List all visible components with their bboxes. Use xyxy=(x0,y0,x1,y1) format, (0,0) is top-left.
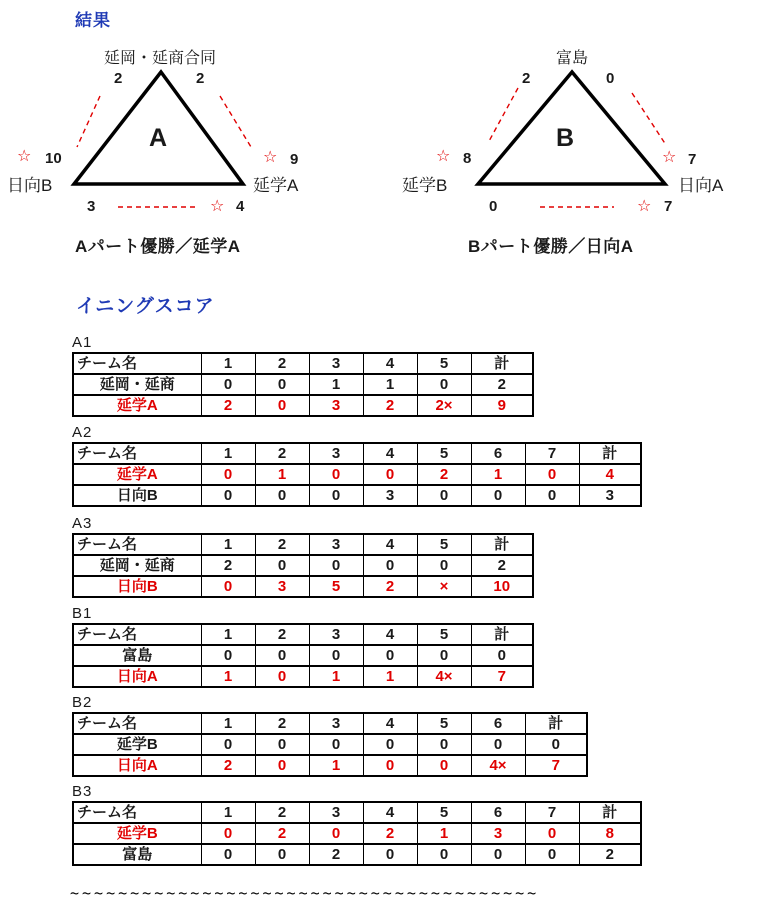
inning-header-cell: 2 xyxy=(255,443,309,464)
total-score-cell: 7 xyxy=(471,666,533,687)
inning-header-cell: 1 xyxy=(201,624,255,645)
inning-header-cell: 1 xyxy=(201,802,255,823)
winner-star-icon: ☆ xyxy=(263,149,278,166)
inning-header-cell: 6 xyxy=(471,802,525,823)
inning-score-cell: 2 xyxy=(363,823,417,844)
team-name-header-cell: チーム名 xyxy=(73,802,201,823)
team-name-cell: 延学B xyxy=(73,734,201,755)
inning-score-cell: 0 xyxy=(255,645,309,666)
total-score-cell: 8 xyxy=(579,823,641,844)
inning-score-cell: 0 xyxy=(255,666,309,687)
inning-header-cell: 3 xyxy=(309,534,363,555)
inning-score-cell: 0 xyxy=(363,555,417,576)
inning-score-cell: 1 xyxy=(309,374,363,395)
inning-header-cell: 2 xyxy=(255,624,309,645)
total-header-cell: 計 xyxy=(579,802,641,823)
inning-score-cell: 0 xyxy=(471,485,525,506)
team-name-cell: 日向B xyxy=(73,485,201,506)
score-table-block-a2 xyxy=(72,425,642,507)
inning-header-cell: 7 xyxy=(525,802,579,823)
table-header-row xyxy=(73,534,533,555)
team-score-row xyxy=(73,645,533,666)
inning-score-cell: 0 xyxy=(525,844,579,865)
inning-score-cell: 0 xyxy=(201,464,255,485)
table-header-row xyxy=(73,713,587,734)
inning-score-cell: 0 xyxy=(201,844,255,865)
inning-score-cell: 0 xyxy=(417,755,471,776)
team-name-cell: 富島 xyxy=(73,844,201,865)
score-table xyxy=(72,352,534,417)
inning-score-cell: 0 xyxy=(309,485,363,506)
inning-header-cell: 4 xyxy=(363,353,417,374)
team-score-row xyxy=(73,576,533,597)
dashed-line-a-right xyxy=(220,96,251,147)
tilde-divider: ~~~~~~~~~~~~~~~~~~~~~~~~~~~~~~~~~~~~~~~ xyxy=(70,884,540,902)
bracket-a-topleft-score: 2 xyxy=(114,70,123,87)
inning-score-cell: 0 xyxy=(255,844,309,865)
bracket-a-bottomright-score: 4 xyxy=(236,198,245,215)
inning-header-cell: 3 xyxy=(309,802,363,823)
total-score-cell: 10 xyxy=(471,576,533,597)
score-table-block-a1 xyxy=(72,335,534,417)
table-label: B2 xyxy=(72,694,93,711)
team-score-row xyxy=(73,374,533,395)
inning-score-cell: 4× xyxy=(471,755,525,776)
bracket-b-winner-caption: Bパート優勝／日向A xyxy=(468,237,634,256)
inning-header-cell: 3 xyxy=(309,624,363,645)
total-score-cell: 9 xyxy=(471,395,533,416)
inning-score-cell: 0 xyxy=(417,485,471,506)
score-table xyxy=(72,533,534,598)
dashed-line-a-left xyxy=(77,96,100,147)
inning-score-cell: 2× xyxy=(417,395,471,416)
bracket-b-top-team: 富島 xyxy=(555,50,588,67)
score-table xyxy=(72,712,588,777)
score-table-block-b1 xyxy=(72,606,534,688)
inning-score-cell: 0 xyxy=(417,374,471,395)
inning-score-cell: 0 xyxy=(201,823,255,844)
team-name-cell: 日向A xyxy=(73,666,201,687)
team-score-row xyxy=(73,734,587,755)
inning-header-cell: 4 xyxy=(363,713,417,734)
bracket-b-topright-score: 0 xyxy=(606,70,615,87)
inning-header-cell: 3 xyxy=(309,713,363,734)
inning-score-cell: 0 xyxy=(417,844,471,865)
inning-header-cell: 5 xyxy=(417,443,471,464)
winner-star-icon: ☆ xyxy=(637,198,652,215)
inning-score-cell: 0 xyxy=(363,844,417,865)
team-score-row xyxy=(73,755,587,776)
score-table-block-a3 xyxy=(72,516,534,598)
inning-score-cell: 2 xyxy=(417,464,471,485)
inning-score-cell: 0 xyxy=(201,485,255,506)
team-score-row xyxy=(73,395,533,416)
total-score-cell: 4 xyxy=(579,464,641,485)
inning-score-cell: 2 xyxy=(363,576,417,597)
bracket-b-right-score: 7 xyxy=(688,151,697,168)
team-name-header-cell: チーム名 xyxy=(73,624,201,645)
inning-score-cell: 1 xyxy=(417,823,471,844)
bracket-b-bottomleft-score: 0 xyxy=(489,198,498,215)
inning-score-cell: 1 xyxy=(363,666,417,687)
table-header-row xyxy=(73,353,533,374)
winner-star-icon: ☆ xyxy=(662,149,677,166)
team-name-header-cell: チーム名 xyxy=(73,713,201,734)
table-header-row xyxy=(73,443,641,464)
inning-score-cell: 0 xyxy=(201,576,255,597)
inning-score-cell: 0 xyxy=(471,844,525,865)
dashed-line-b-right xyxy=(632,93,666,145)
inning-score-cell: × xyxy=(417,576,471,597)
inning-score-cell: 0 xyxy=(255,555,309,576)
bracket-diagram-svg xyxy=(0,0,784,265)
inning-score-cell: 2 xyxy=(201,755,255,776)
team-name-header-cell: チーム名 xyxy=(73,534,201,555)
inning-score-cell: 1 xyxy=(363,374,417,395)
inning-score-cell: 0 xyxy=(309,464,363,485)
bracket-b-right-team: 日向A xyxy=(678,176,724,195)
inning-score-cell: 0 xyxy=(309,555,363,576)
score-table-block-b3 xyxy=(72,784,642,866)
inning-score-cell: 0 xyxy=(363,464,417,485)
inning-header-cell: 5 xyxy=(417,624,471,645)
inning-score-cell: 2 xyxy=(255,823,309,844)
inning-score-cell: 0 xyxy=(417,734,471,755)
inning-header-cell: 5 xyxy=(417,353,471,374)
inning-score-cell: 0 xyxy=(201,645,255,666)
inning-header-cell: 3 xyxy=(309,443,363,464)
team-score-row xyxy=(73,666,533,687)
table-label: A1 xyxy=(72,334,93,351)
inning-score-cell: 3 xyxy=(471,823,525,844)
table-header-row xyxy=(73,802,641,823)
inning-header-cell: 1 xyxy=(201,713,255,734)
bracket-b-topleft-score: 2 xyxy=(522,70,531,87)
team-name-header-cell: チーム名 xyxy=(73,443,201,464)
total-header-cell: 計 xyxy=(471,353,533,374)
winner-star-icon: ☆ xyxy=(210,198,225,215)
team-score-row xyxy=(73,823,641,844)
bracket-a-top-team: 延岡・延商合同 xyxy=(103,50,216,67)
bracket-b-bottomright-score: 7 xyxy=(664,198,673,215)
total-header-cell: 計 xyxy=(471,534,533,555)
inning-score-cell: 0 xyxy=(255,374,309,395)
bracket-a-bottomleft-score: 3 xyxy=(87,198,96,215)
inning-score-cell: 0 xyxy=(525,485,579,506)
table-label: A2 xyxy=(72,424,93,441)
team-score-row xyxy=(73,844,641,865)
inning-header-cell: 1 xyxy=(201,534,255,555)
inning-score-heading: イニングスコア xyxy=(76,296,215,317)
table-label: B3 xyxy=(72,783,93,800)
inning-score-cell: 2 xyxy=(363,395,417,416)
table-header-row xyxy=(73,624,533,645)
inning-header-cell: 7 xyxy=(525,443,579,464)
inning-score-cell: 3 xyxy=(363,485,417,506)
bracket-a-right-score: 9 xyxy=(290,151,299,168)
team-name-cell: 延岡・延商 xyxy=(73,374,201,395)
inning-score-cell: 0 xyxy=(255,485,309,506)
team-score-row xyxy=(73,464,641,485)
inning-score-cell: 0 xyxy=(363,734,417,755)
table-label: A3 xyxy=(72,515,93,532)
total-score-cell: 2 xyxy=(471,555,533,576)
inning-score-cell: 2 xyxy=(201,555,255,576)
inning-score-cell: 1 xyxy=(309,666,363,687)
dashed-line-b-left xyxy=(488,88,518,143)
team-score-row xyxy=(73,555,533,576)
bracket-b-left-team: 延学B xyxy=(402,176,448,195)
team-name-cell: 延学B xyxy=(73,823,201,844)
inning-header-cell: 1 xyxy=(201,353,255,374)
bracket-a-letter: A xyxy=(149,124,168,152)
inning-score-cell: 0 xyxy=(201,374,255,395)
bracket-a-topright-score: 2 xyxy=(196,70,205,87)
total-score-cell: 3 xyxy=(579,485,641,506)
inning-score-cell: 0 xyxy=(363,755,417,776)
team-name-header-cell: チーム名 xyxy=(73,353,201,374)
inning-header-cell: 2 xyxy=(255,802,309,823)
inning-header-cell: 2 xyxy=(255,534,309,555)
inning-score-cell: 0 xyxy=(309,734,363,755)
inning-header-cell: 2 xyxy=(255,713,309,734)
winner-star-icon: ☆ xyxy=(17,148,32,165)
inning-score-cell: 1 xyxy=(201,666,255,687)
total-header-cell: 計 xyxy=(579,443,641,464)
inning-header-cell: 5 xyxy=(417,713,471,734)
inning-header-cell: 6 xyxy=(471,713,525,734)
inning-header-cell: 6 xyxy=(471,443,525,464)
bracket-a-winner-caption: Aパート優勝／延学A xyxy=(75,237,241,256)
total-header-cell: 計 xyxy=(471,624,533,645)
inning-header-cell: 3 xyxy=(309,353,363,374)
score-table xyxy=(72,442,642,507)
total-score-cell: 2 xyxy=(579,844,641,865)
inning-score-cell: 0 xyxy=(363,645,417,666)
inning-header-cell: 4 xyxy=(363,534,417,555)
inning-score-cell: 0 xyxy=(417,645,471,666)
score-table xyxy=(72,801,642,866)
inning-score-cell: 3 xyxy=(255,576,309,597)
team-name-cell: 日向A xyxy=(73,755,201,776)
score-table-block-b2 xyxy=(72,695,588,777)
inning-header-cell: 4 xyxy=(363,802,417,823)
team-name-cell: 富島 xyxy=(73,645,201,666)
inning-header-cell: 2 xyxy=(255,353,309,374)
table-label: B1 xyxy=(72,605,93,622)
total-score-cell: 0 xyxy=(525,734,587,755)
bracket-a-left-score: 10 xyxy=(45,150,62,167)
total-score-cell: 7 xyxy=(525,755,587,776)
bracket-b-left-score: 8 xyxy=(463,150,472,167)
inning-score-cell: 0 xyxy=(525,464,579,485)
inning-header-cell: 4 xyxy=(363,443,417,464)
team-score-row xyxy=(73,485,641,506)
results-heading: 結果 xyxy=(75,11,111,30)
team-name-cell: 延学A xyxy=(73,464,201,485)
inning-score-cell: 0 xyxy=(309,823,363,844)
inning-score-cell: 3 xyxy=(309,395,363,416)
winner-star-icon: ☆ xyxy=(436,148,451,165)
inning-score-cell: 1 xyxy=(255,464,309,485)
inning-score-cell: 0 xyxy=(471,734,525,755)
total-score-cell: 2 xyxy=(471,374,533,395)
inning-score-cell: 2 xyxy=(201,395,255,416)
inning-score-cell: 0 xyxy=(525,823,579,844)
inning-score-cell: 5 xyxy=(309,576,363,597)
inning-score-cell: 4× xyxy=(417,666,471,687)
team-name-cell: 延学A xyxy=(73,395,201,416)
total-score-cell: 0 xyxy=(471,645,533,666)
inning-score-cell: 0 xyxy=(255,755,309,776)
total-header-cell: 計 xyxy=(525,713,587,734)
inning-header-cell: 5 xyxy=(417,802,471,823)
inning-score-cell: 1 xyxy=(471,464,525,485)
bracket-a-left-team: 日向B xyxy=(7,176,53,195)
inning-header-cell: 5 xyxy=(417,534,471,555)
inning-header-cell: 1 xyxy=(201,443,255,464)
inning-score-cell: 1 xyxy=(309,755,363,776)
team-name-cell: 延岡・延商 xyxy=(73,555,201,576)
inning-header-cell: 4 xyxy=(363,624,417,645)
inning-score-cell: 0 xyxy=(417,555,471,576)
team-name-cell: 日向B xyxy=(73,576,201,597)
score-table xyxy=(72,623,534,688)
bracket-a-right-team: 延学A xyxy=(253,176,299,195)
inning-score-cell: 0 xyxy=(255,734,309,755)
bracket-b-letter: B xyxy=(556,124,575,152)
inning-score-cell: 0 xyxy=(309,645,363,666)
inning-score-cell: 0 xyxy=(255,395,309,416)
inning-score-cell: 0 xyxy=(201,734,255,755)
inning-score-cell: 2 xyxy=(309,844,363,865)
